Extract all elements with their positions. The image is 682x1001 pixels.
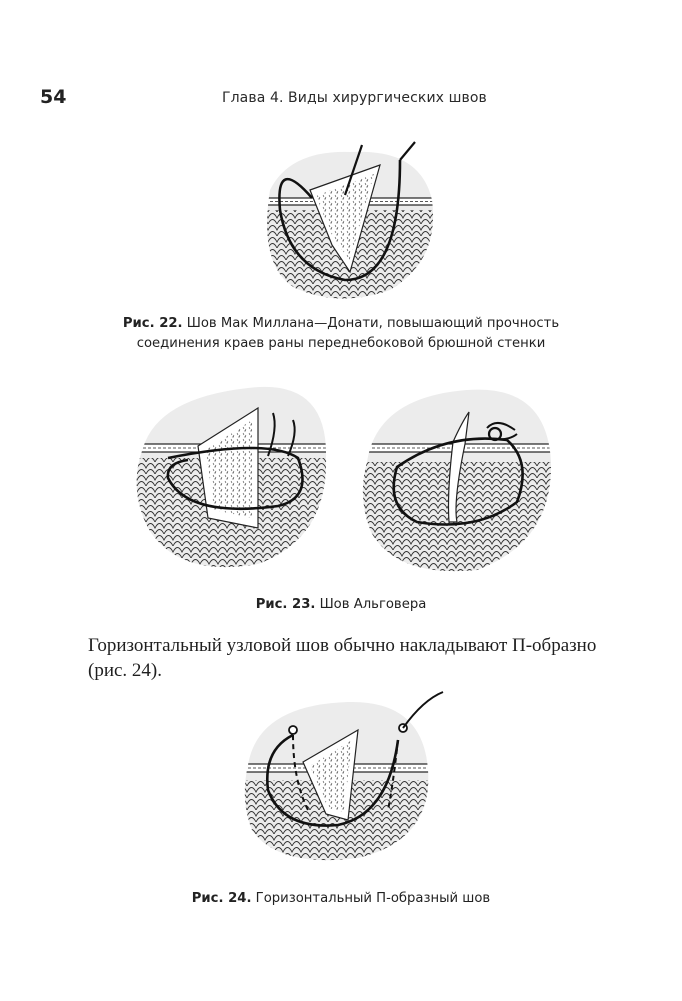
figure-22-caption-line2: соединения краев раны переднебоковой брюшной стенки bbox=[136, 336, 546, 351]
figure-23-caption bbox=[0, 595, 682, 615]
figure-24-illustration bbox=[238, 690, 450, 865]
figure-22-label: Рис. 22. bbox=[122, 316, 183, 331]
figure-22-caption bbox=[0, 314, 682, 354]
figure-22-caption-line1: Шов Мак Миллана—Донати, повышающий прочность bbox=[182, 316, 560, 331]
body-paragraph: Горизонтальный узловой шов обычно накладывают П-образно (рис. 24). bbox=[88, 635, 597, 681]
figure-23-left-illustration bbox=[128, 378, 336, 574]
suture-icon bbox=[238, 690, 450, 865]
figure-24-label: Рис. 24. bbox=[191, 891, 252, 906]
suture-icon bbox=[357, 382, 557, 576]
figure-23-label: Рис. 23. bbox=[255, 597, 316, 612]
figure-22-illustration bbox=[250, 140, 440, 302]
figure-23-caption-line1: Шов Альговера bbox=[315, 597, 427, 612]
suture-icon bbox=[250, 140, 440, 302]
running-head: Глава 4. Виды хирургических швов bbox=[222, 90, 487, 106]
page-number: 54 bbox=[40, 86, 67, 108]
figure-23-right-illustration bbox=[357, 382, 557, 576]
figure-24-caption-line1: Горизонтальный П-образный шов bbox=[251, 891, 491, 906]
suture-icon bbox=[128, 378, 336, 574]
figure-24-caption bbox=[0, 889, 682, 909]
